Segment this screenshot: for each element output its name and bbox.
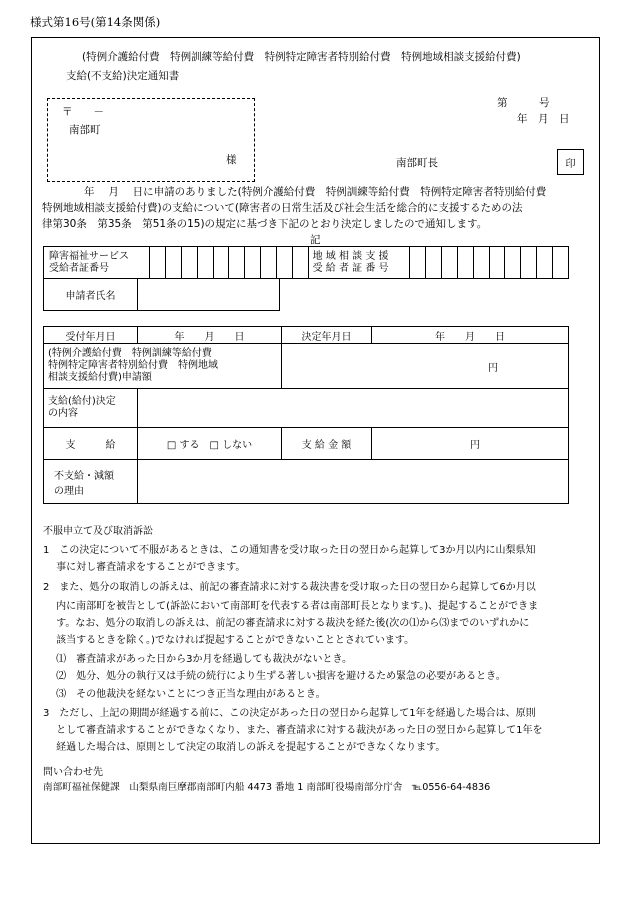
applicant-name-label: 申請者氏名	[44, 279, 138, 311]
objection-heading: 不服申立て及び取消訴訟	[43, 526, 153, 537]
cert-digit[interactable]	[245, 247, 261, 279]
cert-digit[interactable]	[213, 247, 229, 279]
objection-line: 該当するときを除く。)でなければ提起することができないこととされています。	[43, 635, 415, 646]
certificate-table	[43, 246, 569, 279]
contact-heading: 問い合わせ先	[43, 767, 103, 778]
cert-number-label: 障害福祉サービス 受給者証番号	[44, 247, 150, 279]
seal-box: 印	[557, 149, 584, 175]
consult-digit[interactable]	[457, 247, 473, 279]
objection-line: 内に南部町を被告として(訴訟において南部町を代表する者は南部町長となります。)、提起することができま	[43, 601, 539, 612]
objection-line: ⑴ 審査請求があった日から3か月を経過しても裁決がないとき。	[43, 654, 353, 665]
address-town: 南部町	[69, 124, 101, 136]
consult-number-label: 地 域 相 談 支 援 受 給 者 証 番 号	[308, 247, 410, 279]
title-line-1: (特例介護給付費 特例訓練等給付費 特例特定障害者特別給付費 特例地域相談支援給付費)	[82, 51, 521, 63]
consult-digit[interactable]	[442, 247, 458, 279]
cert-digit[interactable]	[197, 247, 213, 279]
consult-digit[interactable]	[537, 247, 553, 279]
cert-digit[interactable]	[166, 247, 182, 279]
objection-line: ⑶ その他裁決を経ないことにつき正当な理由があるとき。	[43, 689, 326, 700]
consult-digit[interactable]	[426, 247, 442, 279]
cert-digit[interactable]	[261, 247, 277, 279]
request-amount-field[interactable]: 円	[282, 344, 569, 389]
objection-line: 2 また、処分の取消しの訴えは、前記の審査請求に対する裁決書を受け取った日の翌日から起算して6か月以	[43, 582, 536, 593]
reason-field[interactable]	[138, 460, 569, 504]
payment-checkboxes[interactable]: □ する □ しない	[138, 428, 282, 460]
decision-content-label: 支給(給付)決定 の内容	[44, 389, 138, 428]
title-line-2: 支給(不支給)決定通知書	[66, 70, 180, 82]
decision-content-field[interactable]	[138, 389, 569, 428]
payment-amount-field[interactable]: 円	[372, 428, 569, 460]
contact-line: 南部町福祉保健課 山梨県南巨摩郡南部町内船 4473 番地 1 南部町役場南部分庁舎 ℡0556-64-4836	[43, 782, 491, 793]
decision-date-field[interactable]: 年 月 日	[372, 327, 569, 344]
intro-line-2: 特例地域相談支援給付費)の支給について(障害者の日常生活及び社会生活を総合的に支援するための法	[42, 202, 523, 214]
consult-digit[interactable]	[473, 247, 489, 279]
payment-label: 支 給	[44, 428, 138, 460]
document-date: 年 月 日	[517, 113, 570, 125]
cert-digit[interactable]	[150, 247, 166, 279]
payment-amount-label: 支 給 金 額	[282, 428, 372, 460]
received-date-field[interactable]: 年 月 日	[138, 327, 282, 344]
ki-label: 記	[310, 234, 321, 246]
request-amount-label: (特例介護給付費 特例訓練等給付費 特例特定障害者特別給付費 特例地域 相談支援給付費)申請額	[44, 344, 282, 389]
applicant-table	[43, 278, 280, 311]
consult-digit[interactable]	[521, 247, 537, 279]
intro-line-1: 年 月 日に申請のありました(特例介護給付費 特例訓練等給付費 特例特定障害者特別給付費	[84, 186, 547, 198]
reason-label: 不支給・減額 の理由	[44, 460, 138, 504]
objection-line: 事に対し審査請求をすることができます。	[43, 562, 246, 573]
document-number: 第 号	[497, 97, 550, 109]
objection-line: す。なお、処分の取消しの訴えは、前記の審査請求に対する裁決を経た後(次の⑴から⑶までのいずれかに	[43, 618, 530, 629]
consult-digit[interactable]	[552, 247, 568, 279]
objection-line: として審査請求することができなくなり、また、審査請求に対する裁決があった日の翌日から起算して1年を	[43, 725, 543, 736]
intro-line-3: 律第30条 第35条 第51条の15)の規定に基づき下記のとおり決定しましたので通知します。	[42, 218, 488, 230]
decision-table	[43, 326, 569, 504]
consult-digit[interactable]	[410, 247, 426, 279]
issuer-name: 南部町長	[396, 157, 438, 169]
postal-code: 〒 －	[62, 106, 104, 118]
cert-digit[interactable]	[292, 247, 308, 279]
cert-digit[interactable]	[229, 247, 245, 279]
consult-digit[interactable]	[489, 247, 505, 279]
addressee-honorific: 様	[226, 154, 237, 166]
cert-digit[interactable]	[276, 247, 292, 279]
objection-line: 3 ただし、上記の期間が経過する前に、この決定があった日の翌日から起算して1年を経過した場合は、原則	[43, 708, 536, 719]
applicant-name-field[interactable]	[138, 279, 280, 311]
objection-line: 1 この決定について不服があるときは、この通知書を受け取った日の翌日から起算して3か月以内に山梨県知	[43, 545, 536, 556]
consult-digit[interactable]	[505, 247, 521, 279]
received-date-label: 受付年月日	[44, 327, 138, 344]
objection-line: 経過した場合は、原則として決定の取消しの訴えを提起することができなくなります。	[43, 742, 446, 753]
cert-digit[interactable]	[182, 247, 198, 279]
form-number: 様式第16号(第14条関係)	[30, 15, 161, 29]
objection-line: ⑵ 処分、処分の執行又は手続の続行により生ずる著しい損害を避けるため緊急の必要があるとき。	[43, 671, 506, 682]
decision-date-label: 決定年月日	[282, 327, 372, 344]
